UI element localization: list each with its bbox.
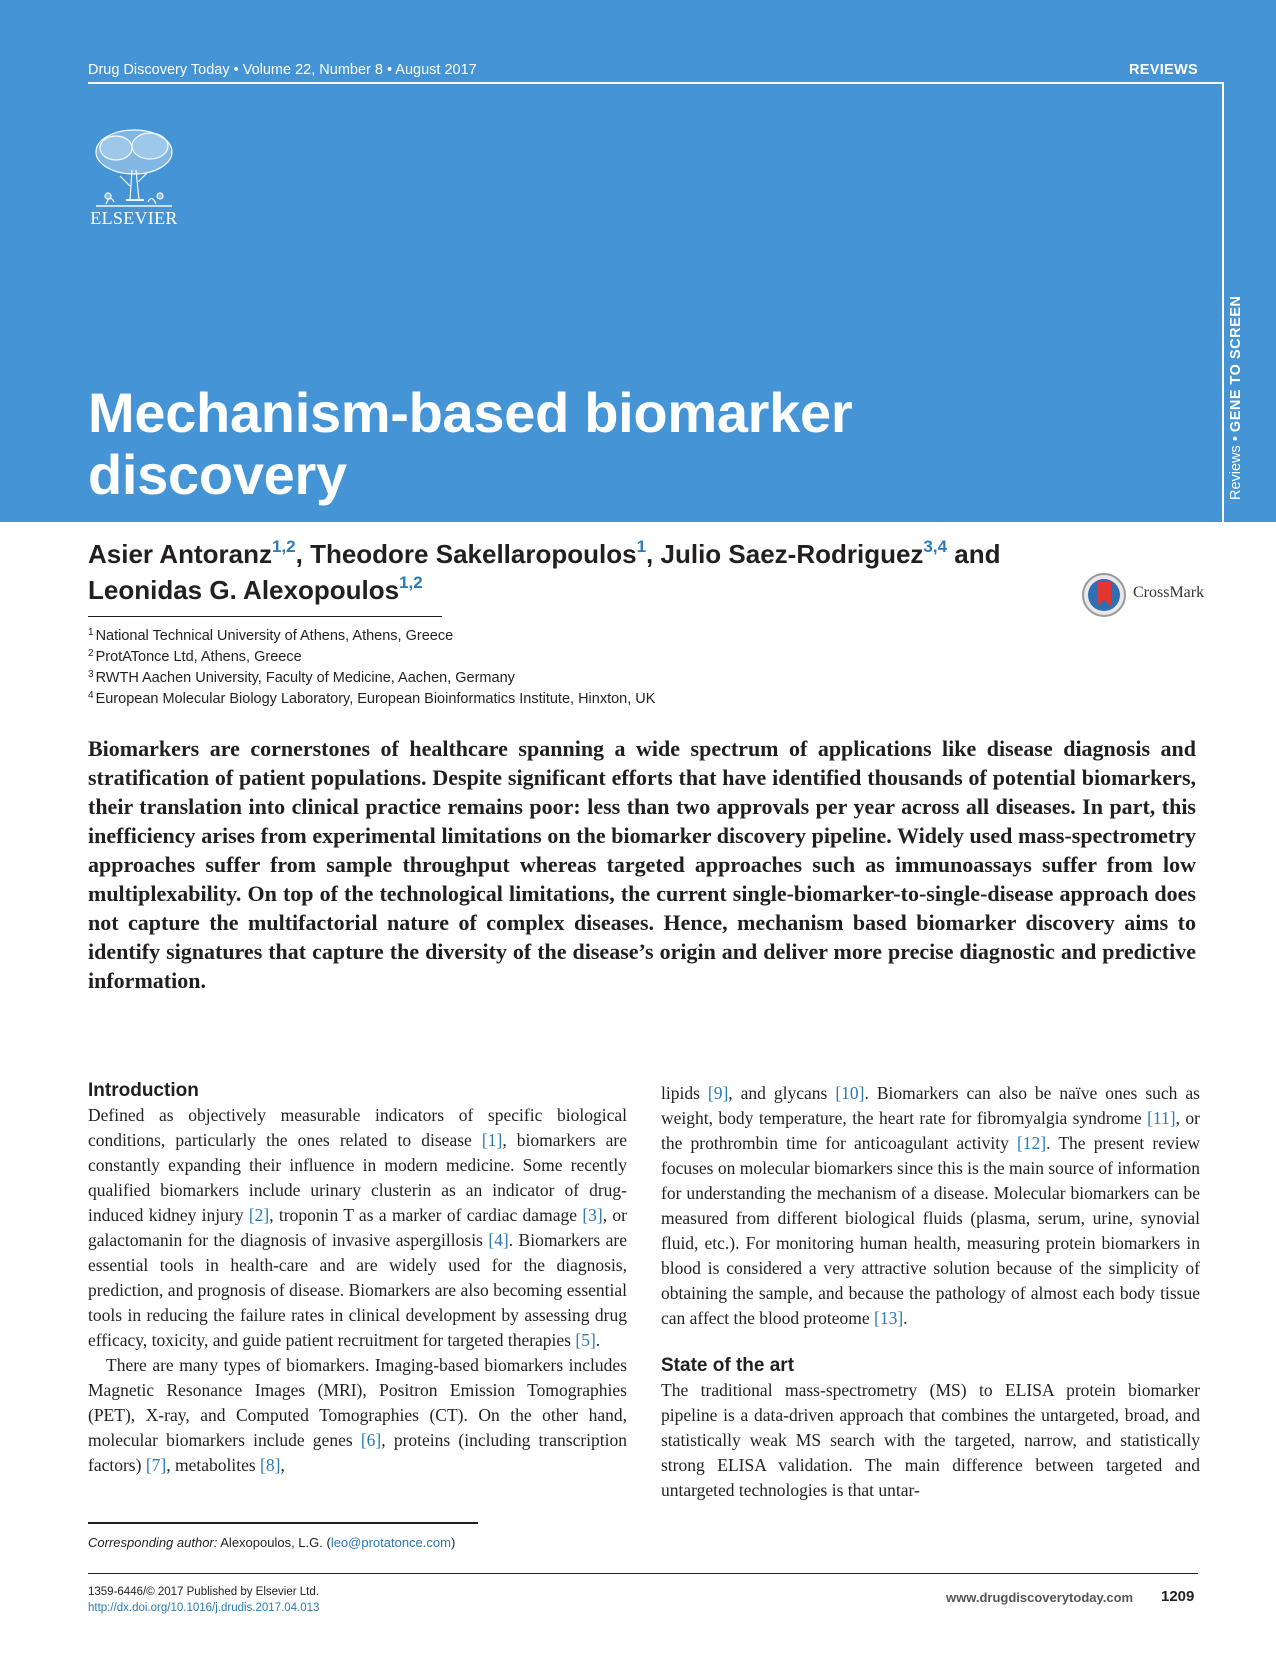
citation-link[interactable]: [10]: [835, 1083, 865, 1103]
affiliation-item: [88, 668, 788, 689]
author-list: [88, 536, 1068, 608]
affiliation-rule: [88, 616, 442, 617]
affiliation-item: [88, 626, 788, 647]
citation-link[interactable]: [11]: [1147, 1108, 1176, 1128]
footer-rule: [88, 1573, 1198, 1574]
affiliation-text: European Molecular Biology Laboratory, European Bioinformatics Institute, Hinxton, UK: [95, 691, 656, 707]
author-name: Leonidas G. Alexopoulos: [88, 575, 400, 605]
citation-link[interactable]: [13]: [874, 1308, 904, 1328]
affiliation-number: 2: [88, 648, 94, 659]
footnote-close: ): [450, 1535, 456, 1550]
author-affiliation-marker[interactable]: 1,2: [271, 537, 296, 556]
citation-link[interactable]: [8]: [260, 1455, 281, 1475]
crossmark-icon: [1081, 572, 1129, 618]
issn-copyright: 1359-6446/© 2017 Published by Elsevier Ltd.: [88, 1586, 319, 1598]
publisher-logo-text: ELSEVIER: [90, 208, 178, 228]
crossmark-label: CrossMark: [1133, 584, 1205, 601]
corresponding-author-footnote: [88, 1535, 455, 1550]
citation-link[interactable]: [9]: [707, 1083, 729, 1103]
citation-link[interactable]: [7]: [145, 1455, 167, 1475]
author-name: Theodore Sakellaropoulos: [310, 539, 637, 569]
author-affiliation-marker[interactable]: 1,2: [399, 573, 423, 592]
affiliation-list: [88, 626, 788, 710]
footnote-name: Alexopoulos, L.G. (: [217, 1535, 331, 1550]
title-line-1: Mechanism-based biomarker: [88, 381, 853, 444]
citation-link[interactable]: [2]: [248, 1205, 270, 1225]
author-email-link[interactable]: leo@protatonce.com: [330, 1535, 451, 1550]
intro-paragraph-2: There are many types of biomarkers. Imaging-based biomarkers includes Magnetic Resonance Images (MRI), Positron Emission Tomographies (PET), X-ray, and Computed Tomographies (CT). On the other hand, molecular biomarkers include genes [6], proteins (including transcription factors) [7], metabolites [8],: [88, 1355, 628, 1475]
section-label: REVIEWS: [1129, 62, 1198, 78]
state-paragraph-1: The traditional mass-spectrometry (MS) to ELISA protein biomarker pipeline is a data-driven approach that combines the untargeted, broad, and statistically weak MS search with the targeted, narrow, and statistically strong ELISA validation. The main difference between targeted and untargeted technologies is that untar-: [661, 1380, 1200, 1500]
author-affiliation-marker[interactable]: 1: [636, 537, 647, 556]
author-name: Asier Antoranz: [88, 539, 272, 569]
banner-frame-top-rule: [88, 82, 1224, 84]
side-tab-label: GENE TO SCREEN: [1228, 295, 1244, 433]
author-name: Julio Saez-Rodriguez: [660, 539, 924, 569]
affiliation-item: [88, 689, 788, 710]
intro-paragraph-1: Defined as objectively measurable indicators of specific biological conditions, particularly the ones related to disease [1], biomarkers are constantly expanding their influence in modern medicine. Some recently qualified biomarkers include urinary clusterin as an indicator of drug-induced kidney injury [2], troponin T as a marker of cardiac damage [3], or galactomanin for the diagnosis of invasive aspergillosis [4]. Biomarkers are essential tools in health-care and are widely used for the diagnosis, prediction, and prognosis of disease. Biomarkers are also becoming essential tools in reducing the failure rates in clinical development by assessing drug efficacy, toxicity, and guide patient recruitment for targeted therapies [5].: [88, 1105, 627, 1350]
citation-link[interactable]: [12]: [1016, 1133, 1047, 1153]
body-column-left: [88, 1078, 627, 1478]
section-heading-introduction: Introduction: [88, 1080, 199, 1101]
section-heading-state-of-the-art: State of the art: [661, 1355, 795, 1376]
footnote-label: Corresponding author:: [88, 1535, 218, 1550]
body-column-right: [661, 1081, 1200, 1503]
affiliation-number: 3: [88, 669, 94, 680]
affiliation-number: 4: [88, 690, 94, 701]
author-separator: ,: [295, 539, 311, 569]
abstract: Biomarkers are cornerstones of healthcare spanning a wide spectrum of applications like disease diagnosis and stratification of patient populations. Despite significant efforts that have identified thousands of potential biomarkers, their translation into clinical practice remains poor: less than two approvals per year across all diseases. In part, this inefficiency arises from experimental limitations on the biomarker discovery pipeline. Widely used mass-spectrometry approaches suffer from sample throughput whereas targeted approaches such as immunoassays suffer from low multiplexability. On top of the technological limitations, the current single-biomarker-to-single-disease approach does not capture the multifactorial nature of complex diseases. Hence, mechanism based biomarker discovery aims to identify signatures that capture the diversity of the disease’s origin and deliver more precise diagnostic and predictive information.: [88, 736, 1196, 993]
author-separator: and: [947, 539, 1001, 569]
citation-link[interactable]: [6]: [360, 1430, 382, 1450]
doi-link[interactable]: http://dx.doi.org/10.1016/j.drudis.2017.04.013: [88, 1602, 320, 1614]
footnote-rule: [88, 1522, 478, 1524]
citation-link[interactable]: [3]: [582, 1205, 603, 1225]
journal-citation: Drug Discovery Today • Volume 22, Number 8 • August 2017: [88, 62, 477, 78]
article-title: [88, 382, 988, 506]
affiliation-text: RWTH Aachen University, Faculty of Medicine, Aachen, Germany: [95, 670, 515, 686]
affiliation-text: ProtATonce Ltd, Athens, Greece: [95, 649, 302, 665]
banner-frame-right-rule: [1222, 82, 1224, 522]
title-line-2: discovery: [88, 443, 347, 506]
intro-paragraph-3: lipids [9], and glycans [10]. Biomarkers can also be naïve ones such as weight, body temperature, the heart rate for fibromyalgia syndrome [11], or the prothrombin time for anticoagulant activity [12]. The present review focuses on molecular biomarkers since this is the main source of information for understanding the mechanism of a disease. Molecular biomarkers can be measured from different biological fluids (plasma, serum, urine, synovial fluid, etc.). For monitoring human health, measuring protein biomarkers in blood is considered a very attractive solution because of the simplicity of obtaining the sample, and because the pathology of almost each body tissue can affect the blood proteome [13].: [661, 1083, 1200, 1328]
author-separator: ,: [646, 539, 661, 569]
side-tab-prefix: Reviews •: [1228, 432, 1244, 500]
citation-link[interactable]: [5]: [575, 1330, 596, 1350]
affiliation-number: 1: [88, 627, 94, 638]
author-affiliation-marker[interactable]: 3,4: [923, 537, 948, 556]
citation-link[interactable]: [1]: [481, 1130, 503, 1150]
affiliation-item: [88, 647, 788, 668]
page-number: 1209: [1161, 1588, 1195, 1605]
citation-link[interactable]: [4]: [488, 1230, 509, 1250]
journal-website-link[interactable]: www.drugdiscoverytoday.com: [946, 1590, 1134, 1605]
crossmark-badge[interactable]: [1081, 572, 1211, 618]
side-section-tab: [1228, 296, 1244, 500]
affiliation-text: National Technical University of Athens, Athens, Greece: [95, 628, 454, 644]
